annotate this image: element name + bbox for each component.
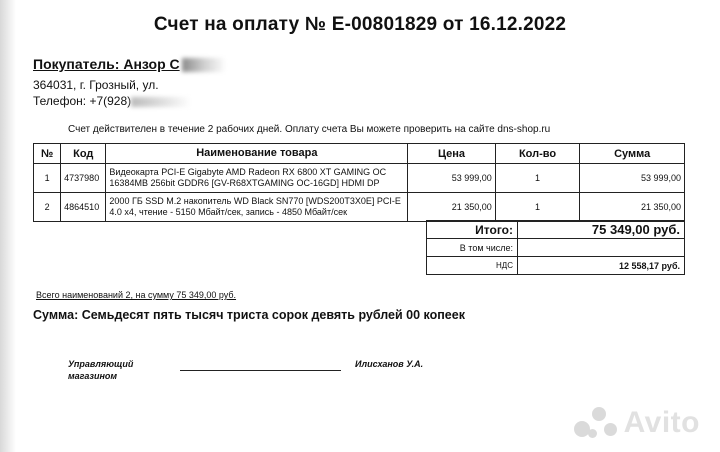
total-row <box>427 221 685 239</box>
row-name: Видеокарта PCI-E Gigabyte AMD Radeon RX 6800 XT GAMING OC 16384MB 256bit GDDR6 [GV-R68XTGAMING OC-16GD] HDMI DP <box>106 164 408 193</box>
buyer-phone <box>33 94 191 108</box>
header-name: Наименование товара <box>106 144 408 164</box>
buyer-name <box>33 56 226 72</box>
row-num: 2 <box>34 193 61 222</box>
header-sum: Сумма <box>580 144 685 164</box>
signature-role: Управляющий магазином <box>68 359 134 381</box>
signature-name: Илисханов У.А. <box>355 359 424 369</box>
avito-logo-icon <box>574 407 620 439</box>
totals-table <box>426 220 685 275</box>
row-name: 2000 ГБ SSD M.2 накопитель WD Black SN770 [WDS200T3X0E] PCI-E 4.0 x4, чтение - 5150 Мбайт/сек, запись - 4850 Мбайт/сек <box>106 193 408 222</box>
row-code: 4864510 <box>61 193 106 222</box>
row-code: 4737980 <box>61 164 106 193</box>
validity-notice: Счет действителен в течение 2 рабочих дней. Оплату счета Вы можете проверить на сайте dns-shop.ru <box>68 124 551 135</box>
vat-row <box>427 257 685 275</box>
buyer-address-text: 364031, г. Грозный, ул. <box>33 78 159 92</box>
including-row <box>427 239 685 257</box>
row-qty: 1 <box>495 193 580 222</box>
row-qty: 1 <box>495 164 580 193</box>
header-num: № <box>34 144 61 164</box>
vat-label: НДС <box>427 257 518 275</box>
avito-watermark <box>574 406 700 440</box>
total-value: 75 349,00 руб. <box>518 221 685 239</box>
redaction-blur <box>131 97 191 107</box>
header-qty: Кол-во <box>495 144 580 164</box>
signature-line <box>180 370 341 371</box>
row-price: 21 350,00 <box>408 193 496 222</box>
goods-table-header <box>34 144 685 164</box>
redaction-blur <box>182 58 226 72</box>
row-num: 1 <box>34 164 61 193</box>
row-sum: 21 350,00 <box>580 193 685 222</box>
table-row <box>34 193 685 222</box>
table-row <box>34 164 685 193</box>
sum-in-words: Сумма: Семьдесят пять тысяч триста сорок девять рублей 00 копеек <box>33 308 465 322</box>
goods-table <box>33 143 685 222</box>
vat-value: 12 558,17 руб. <box>518 257 685 275</box>
invoice-title: Счет на оплату № E-00801829 от 16.12.2022 <box>153 14 567 35</box>
including-label: В том числе: <box>427 239 518 257</box>
watermark-text: Avito <box>623 406 700 439</box>
buyer-address <box>33 78 159 92</box>
page-edge-shadow <box>0 0 16 452</box>
including-value <box>518 239 685 257</box>
buyer-phone-text: Телефон: +7(928) <box>33 94 132 108</box>
header-code: Код <box>61 144 106 164</box>
row-sum: 53 999,00 <box>580 164 685 193</box>
header-price: Цена <box>408 144 496 164</box>
row-price: 53 999,00 <box>408 164 496 193</box>
total-label: Итого: <box>427 221 518 239</box>
items-count-line: Всего наименований 2, на сумму 75 349,00 руб. <box>36 290 237 300</box>
buyer-name-text: Покупатель: Анзор С <box>33 56 180 72</box>
